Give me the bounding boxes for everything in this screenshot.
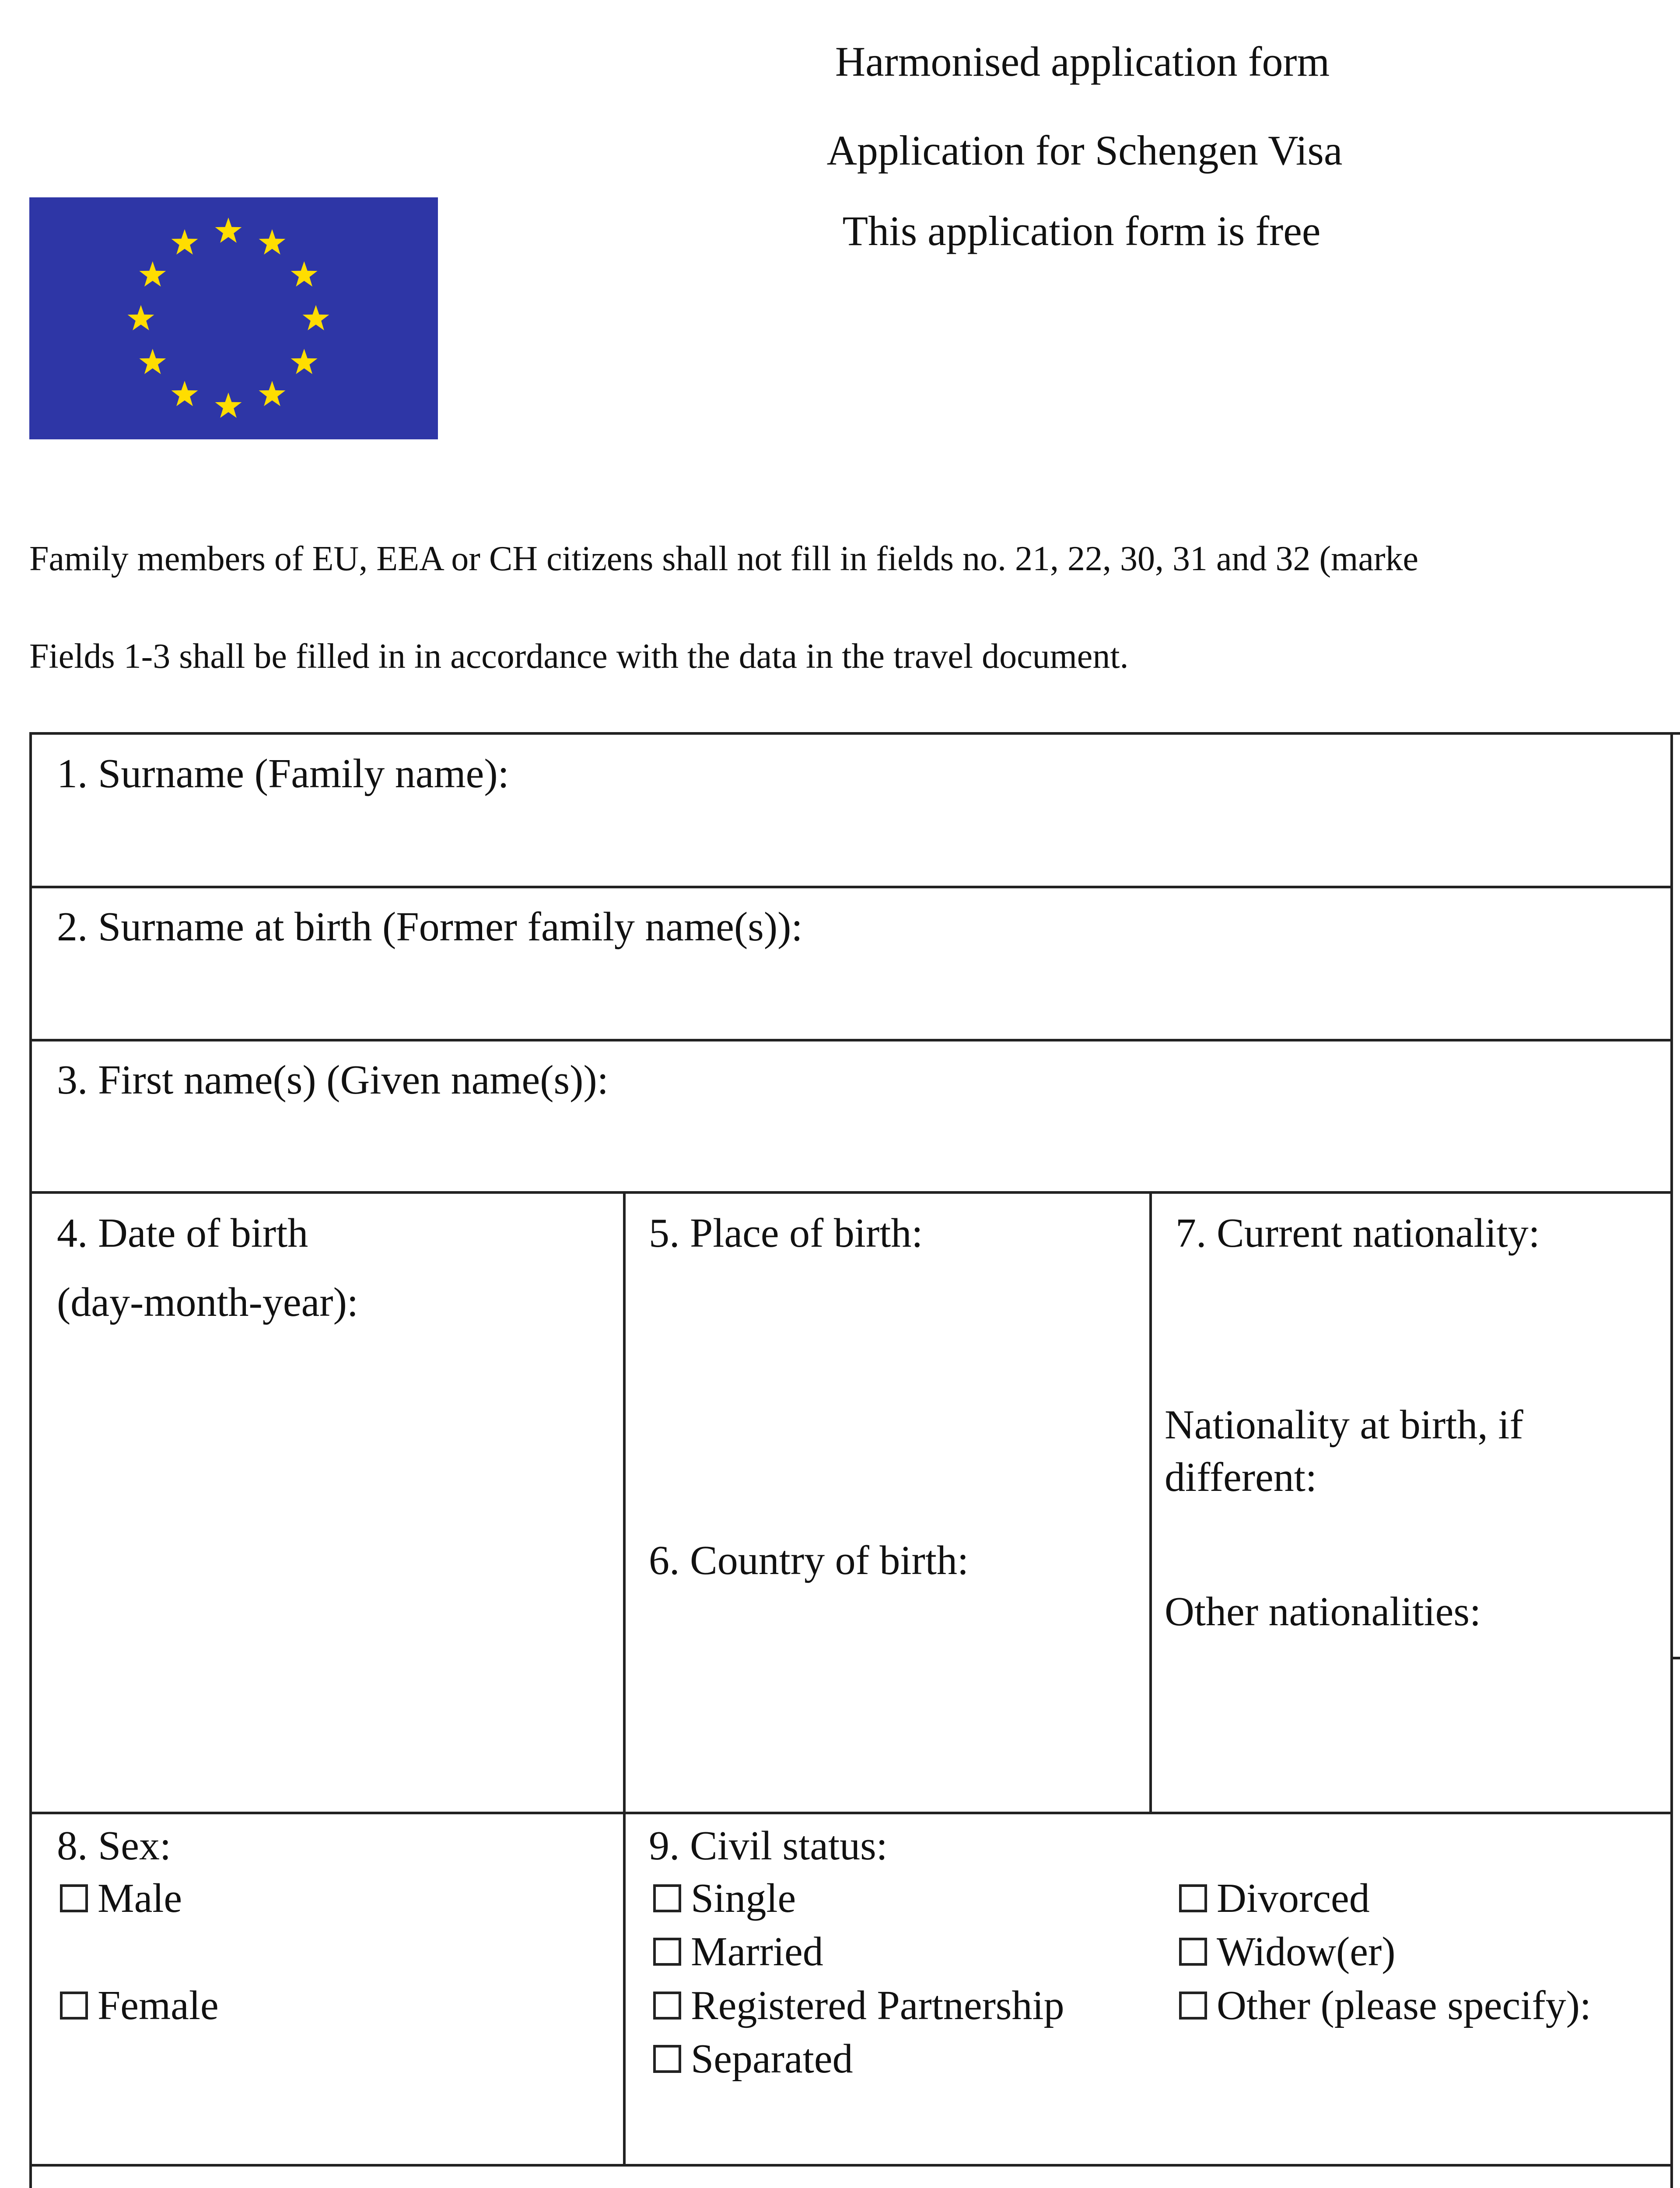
form-subtitle: Application for Schengen Visa: [826, 127, 1343, 174]
civil-separated-checkbox[interactable]: [653, 2035, 853, 2083]
field-7-current-nationality: 7. Current nationality:: [1176, 1210, 1540, 1256]
civil-widower-checkbox[interactable]: [1179, 1928, 1396, 1976]
row-divider: [29, 1191, 1673, 1194]
flag-star-icon: [172, 381, 198, 406]
table-border: [1670, 732, 1673, 2188]
checkbox-box[interactable]: [653, 2045, 681, 2073]
checkbox-box[interactable]: [1179, 1992, 1207, 2020]
family-members-note: Family members of EU, EEA or CH citizens shall not fill in fields no. 21, 22, 30, 31 and 32 (marke: [29, 540, 1419, 578]
flag-star-icon: [303, 305, 329, 330]
nationality-at-birth-label: Nationality at birth, if: [1165, 1402, 1523, 1448]
flag-star-icon: [259, 229, 286, 255]
field-2-surname-at-birth: 2. Surname at birth (Former family name(s)):: [57, 904, 803, 950]
flag-star-icon: [291, 261, 318, 287]
eu-flag-icon: [29, 197, 438, 439]
flag-star-icon: [259, 381, 286, 406]
fields-1-3-note: Fields 1-3 shall be filled in in accordance with the data in the travel document.: [29, 637, 1129, 676]
field-10-parental-authority: [57, 2186, 1337, 2188]
checkbox-label: Female: [98, 1983, 219, 2028]
flag-star-icon: [215, 217, 242, 243]
field-4-date-of-birth: 4. Date of birth: [57, 1210, 308, 1256]
field-6-country-of-birth: 6. Country of birth:: [649, 1538, 969, 1583]
field-3-first-names: 3. First name(s) (Given name(s)):: [57, 1057, 609, 1103]
checkbox-label: Single: [691, 1876, 796, 1921]
flag-star-icon: [128, 305, 154, 330]
civil-registered-partnership-checkbox[interactable]: [653, 1981, 1064, 2030]
checkbox-label: Registered Partnership: [691, 1983, 1064, 2028]
sex-male-checkbox[interactable]: [60, 1874, 182, 1923]
table-border: [1673, 1657, 1680, 1659]
checkbox-label: Other (please specify):: [1217, 1983, 1592, 2028]
flag-star-icon: [139, 349, 166, 374]
sex-female-checkbox[interactable]: [60, 1981, 219, 2030]
column-divider: [1149, 1191, 1152, 1814]
civil-other-checkbox[interactable]: [1179, 1981, 1591, 2030]
field-4-date-format: (day-month-year):: [57, 1280, 359, 1325]
checkbox-label: Male: [98, 1876, 182, 1921]
checkbox-box[interactable]: [1179, 1884, 1207, 1912]
nationality-at-birth-label-2: different:: [1165, 1455, 1317, 1500]
table-border: [29, 732, 1680, 735]
form-title: Harmonised application form: [835, 38, 1330, 85]
flag-star-icon: [139, 261, 166, 287]
checkbox-label: Married: [691, 1929, 823, 1974]
checkbox-box[interactable]: [60, 1992, 88, 2020]
checkbox-label: Separated: [691, 2036, 853, 2082]
field-8-sex: 8. Sex:: [57, 1823, 172, 1869]
checkbox-box[interactable]: [60, 1884, 88, 1912]
checkbox-label: Divorced: [1217, 1876, 1370, 1921]
column-divider: [623, 1191, 626, 2167]
table-border: [29, 732, 32, 2188]
application-form-table: [29, 732, 1680, 2188]
civil-married-checkbox[interactable]: [653, 1928, 823, 1976]
other-nationalities-label: Other nationalities:: [1165, 1589, 1481, 1634]
row-divider: [29, 886, 1673, 888]
field-5-place-of-birth: 5. Place of birth:: [649, 1210, 923, 1256]
flag-star-icon: [215, 393, 242, 418]
free-note: This application form is free: [842, 207, 1321, 254]
flag-star-icon: [291, 349, 318, 374]
civil-single-checkbox[interactable]: [653, 1874, 796, 1923]
checkbox-box[interactable]: [653, 1938, 681, 1966]
field-9-civil-status: 9. Civil status:: [649, 1823, 888, 1869]
row-divider: [29, 1812, 1673, 1814]
row-divider: [29, 2164, 1673, 2167]
checkbox-label: Widow(er): [1217, 1929, 1396, 1974]
row-divider: [29, 1039, 1673, 1041]
field-1-surname: 1. Surname (Family name):: [57, 751, 509, 796]
flag-star-icon: [172, 229, 198, 255]
civil-divorced-checkbox[interactable]: [1179, 1874, 1370, 1923]
checkbox-box[interactable]: [653, 1884, 681, 1912]
checkbox-box[interactable]: [1179, 1938, 1207, 1966]
checkbox-box[interactable]: [653, 1992, 681, 2020]
